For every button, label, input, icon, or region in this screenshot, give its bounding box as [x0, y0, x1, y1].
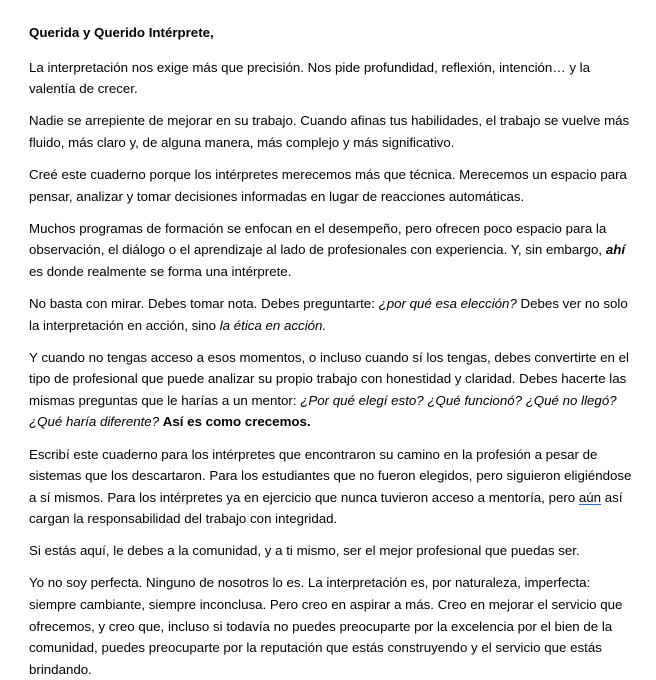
- paragraph-6-closing: Así es como crecemos.: [162, 414, 311, 430]
- paragraph-5-ethics: la ética en acción.: [219, 317, 327, 333]
- paragraph-7-text-end: así cargan la responsabilidad del trabajo con integridad.: [29, 489, 623, 527]
- paragraph-5-text: No basta con mirar. Debes tomar nota. Debes preguntarte:: [29, 295, 379, 311]
- paragraph-5-text-mid: Debes ver no solo la interpretación en acción, sino: [29, 295, 628, 333]
- paragraph-1: La interpretación nos exige más que precisión. Nos pide profundidad, reflexión, intención… y la valentía de crecer.: [29, 59, 591, 97]
- paragraph-4-emphasis: ahí: [605, 242, 626, 258]
- paragraph-6: [29, 347, 634, 433]
- paragraph-2: Nadie se arrepiente de mejorar en su trabajo. Cuando afinas tus habilidades, el trabajo se vuelve más fluido, más claro y, de alguna manera, más complejo y más significativo.: [29, 113, 630, 150]
- spellcheck-marked-word[interactable]: aún: [578, 489, 602, 505]
- paragraph-3: Creé este cuaderno porque los intérpretes merecemos más que técnica. Merecemos un espacio para pensar, analizar y tomar decisiones informadas en lugar de reacciones automáticas.: [29, 166, 627, 204]
- paragraph-9: Yo no soy perfecta. Ninguno de nosotros lo es. La interpretación es, por naturaleza, imperfecta: siempre cambiante, siempre inconclusa. Pero creo en aspirar a más. Creo en mejorar el servicio que ofrecemos, y creo que, incluso si todavía no puedes preocuparte por la excelencia por el bien de la comunidad, puedes preocuparte por la reputación que estás construyendo y el servicio que estás brindando.: [29, 575, 623, 677]
- paragraph-7-text: Escribí este cuaderno para los intérpretes que encontraron su camino en la profesión a pesar de sistemas que los descartaron. Para los estudiantes que no fueron elegidos, pero siguieron eligiéndose a sí mismos. Para los intérpretes ya en ejercicio que nunca tuvieron acceso a mentoría, pero: [29, 446, 632, 505]
- salutation: Querida y Querido Intérprete,: [29, 25, 214, 40]
- paragraph-6-questions: ¿Por qué elegí esto? ¿Qué funcionó? ¿Qué no llegó? ¿Qué haría diferente?: [29, 392, 617, 430]
- paragraph-5-question: ¿por qué esa elección?: [378, 295, 517, 311]
- letter-body: [29, 22, 634, 680]
- paragraph-7: [29, 444, 634, 530]
- paragraph-6-text: Y cuando no tengas acceso a esos momentos, o incluso cuando sí los tengas, debes convertirte en el tipo de profesional que puede analizar su propio trabajo con honestidad y claridad. Debes hacerte las mismas preguntas que le harías a un mentor:: [29, 349, 629, 408]
- paragraph-4: [29, 218, 634, 283]
- paragraph-5: [29, 293, 634, 336]
- paragraph-4-text: Muchos programas de formación se enfocan en el desempeño, pero ofrecen poco espacio para la observación, el diálogo o el aprendizaje al lado de profesionales con experiencia. Y, sin embargo,: [29, 220, 607, 258]
- paragraph-8: Si estás aquí, le debes a la comunidad, y a ti mismo, ser el mejor profesional que puedas ser.: [29, 543, 580, 559]
- paragraph-4-text-end: es donde realmente se forma una intérprete.: [29, 263, 292, 279]
